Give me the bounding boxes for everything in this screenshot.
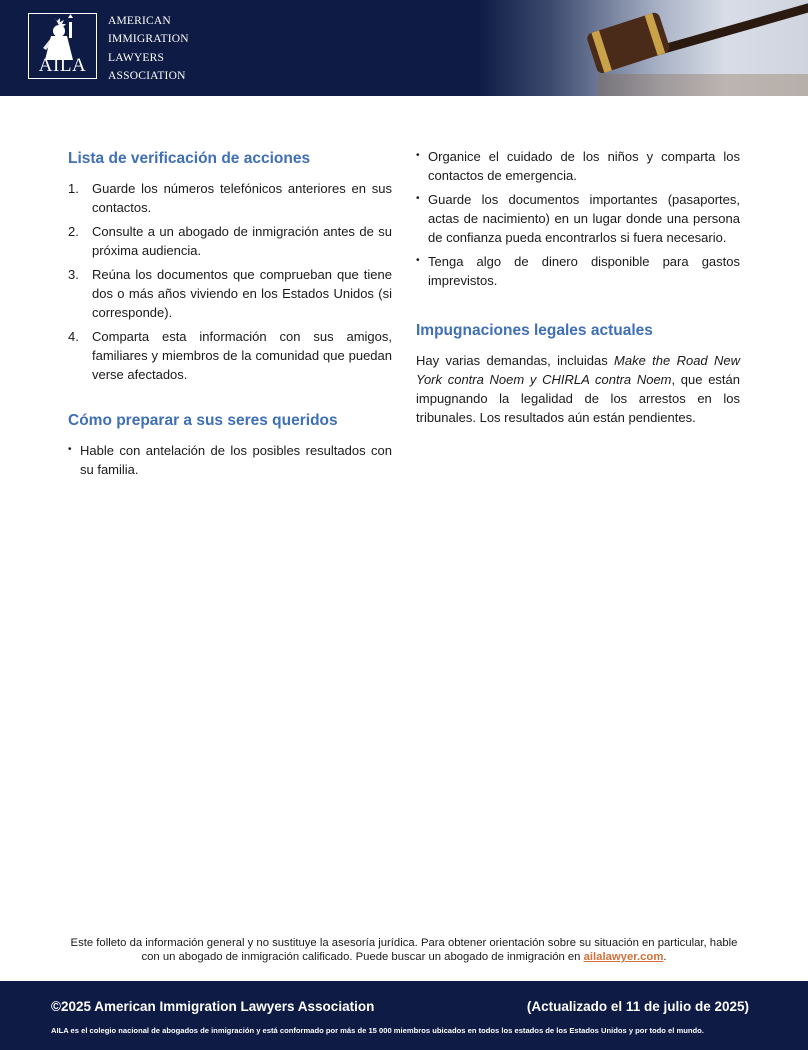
disclaimer-end: . bbox=[663, 951, 667, 963]
copyright: ©2025 American Immigration Lawyers Association bbox=[51, 999, 375, 1014]
checklist-heading: Lista de verificación de acciones bbox=[68, 150, 311, 167]
org-name-line: ASSOCIATION bbox=[108, 69, 186, 82]
bullet-icon: • bbox=[68, 444, 72, 455]
list-item bbox=[68, 441, 392, 479]
prepare-list bbox=[68, 441, 392, 479]
legal-challenges-text bbox=[416, 351, 740, 427]
ailalawyer-link[interactable]: ailalawyer.com bbox=[583, 951, 664, 963]
item-number: 2. bbox=[68, 224, 79, 239]
prepare-list-continued bbox=[416, 147, 740, 290]
item-number: 3. bbox=[68, 267, 79, 282]
item-text: Guarde los números telefónicos anteriores en sus contactos. bbox=[92, 181, 392, 215]
aila-logo bbox=[28, 13, 97, 79]
bullet-icon: • bbox=[416, 255, 420, 266]
item-text: Reúna los documentos que comprueban que tiene dos o más años viviendo en los Estados Unidos (si corresponde). bbox=[92, 267, 392, 320]
statue-of-liberty-icon bbox=[29, 14, 95, 60]
bullet-icon: • bbox=[416, 150, 420, 161]
updated-date: (Actualizado el 11 de julio de 2025) bbox=[526, 999, 749, 1014]
footer-note: AILA es el colegio nacional de abogados de inmigración y está conformado por más de 15 000 miembros ubicados en todos los estados de los Estados Unidos y por todo el mundo. bbox=[51, 1026, 704, 1035]
logo-text: AILA bbox=[38, 55, 87, 76]
challenges-text-end: , que están impugnando la legalidad de los arrestos en los tribunales. Los resultados aún están pendientes. bbox=[416, 372, 740, 425]
item-text: Consulte a un abogado de inmigración antes de su próxima audiencia. bbox=[92, 224, 392, 258]
prepare-heading: Cómo preparar a sus seres queridos bbox=[68, 412, 338, 429]
list-item bbox=[416, 190, 740, 247]
org-name-line: IMMIGRATION bbox=[108, 33, 189, 46]
action-checklist bbox=[68, 179, 392, 384]
checklist-item bbox=[68, 327, 392, 384]
left-column bbox=[68, 146, 392, 484]
case-names: Make the Road New York contra Noem y CHIRLA contra Noem bbox=[416, 353, 740, 387]
organization-name bbox=[108, 12, 189, 85]
header-banner bbox=[0, 0, 808, 96]
item-text: Comparta esta información con sus amigos, familiares y miembros de la comunidad que puedan verse afectados. bbox=[92, 329, 392, 382]
org-name-line: LAWYERS bbox=[108, 51, 165, 64]
list-item bbox=[416, 252, 740, 290]
item-number: 4. bbox=[68, 329, 79, 344]
org-name-line: AMERICAN bbox=[108, 15, 171, 27]
bullet-icon: • bbox=[416, 193, 420, 204]
legal-challenges-heading: Impugnaciones legales actuales bbox=[416, 322, 653, 339]
gavel-photo bbox=[478, 0, 808, 96]
disclaimer bbox=[68, 936, 740, 964]
item-text: Hable con antelación de los posibles resultados con su familia. bbox=[80, 443, 392, 477]
right-column bbox=[416, 147, 740, 427]
checklist-item bbox=[68, 179, 392, 217]
disclaimer-text: Este folleto da información general y no sustituye la asesoría jurídica. Para obtener orientación sobre su situación en particular, hable con un abogado de inmigración calificado. Puede buscar un abogado de inmigración en bbox=[70, 937, 738, 963]
challenges-text-start: Hay varias demandas, incluidas bbox=[416, 353, 615, 368]
item-text: Organice el cuidado de los niños y comparta los contactos de emergencia. bbox=[428, 149, 740, 183]
footer bbox=[0, 981, 808, 1050]
checklist-item bbox=[68, 222, 392, 260]
item-text: Guarde los documentos importantes (pasaportes, actas de nacimiento) en un lugar donde una persona de confianza pueda encontrarlos si fuera necesario. bbox=[428, 192, 740, 245]
list-item bbox=[416, 147, 740, 185]
item-text: Tenga algo de dinero disponible para gastos imprevistos. bbox=[428, 254, 740, 288]
item-number: 1. bbox=[68, 181, 79, 196]
checklist-item bbox=[68, 265, 392, 322]
gavel-icon bbox=[478, 0, 808, 96]
